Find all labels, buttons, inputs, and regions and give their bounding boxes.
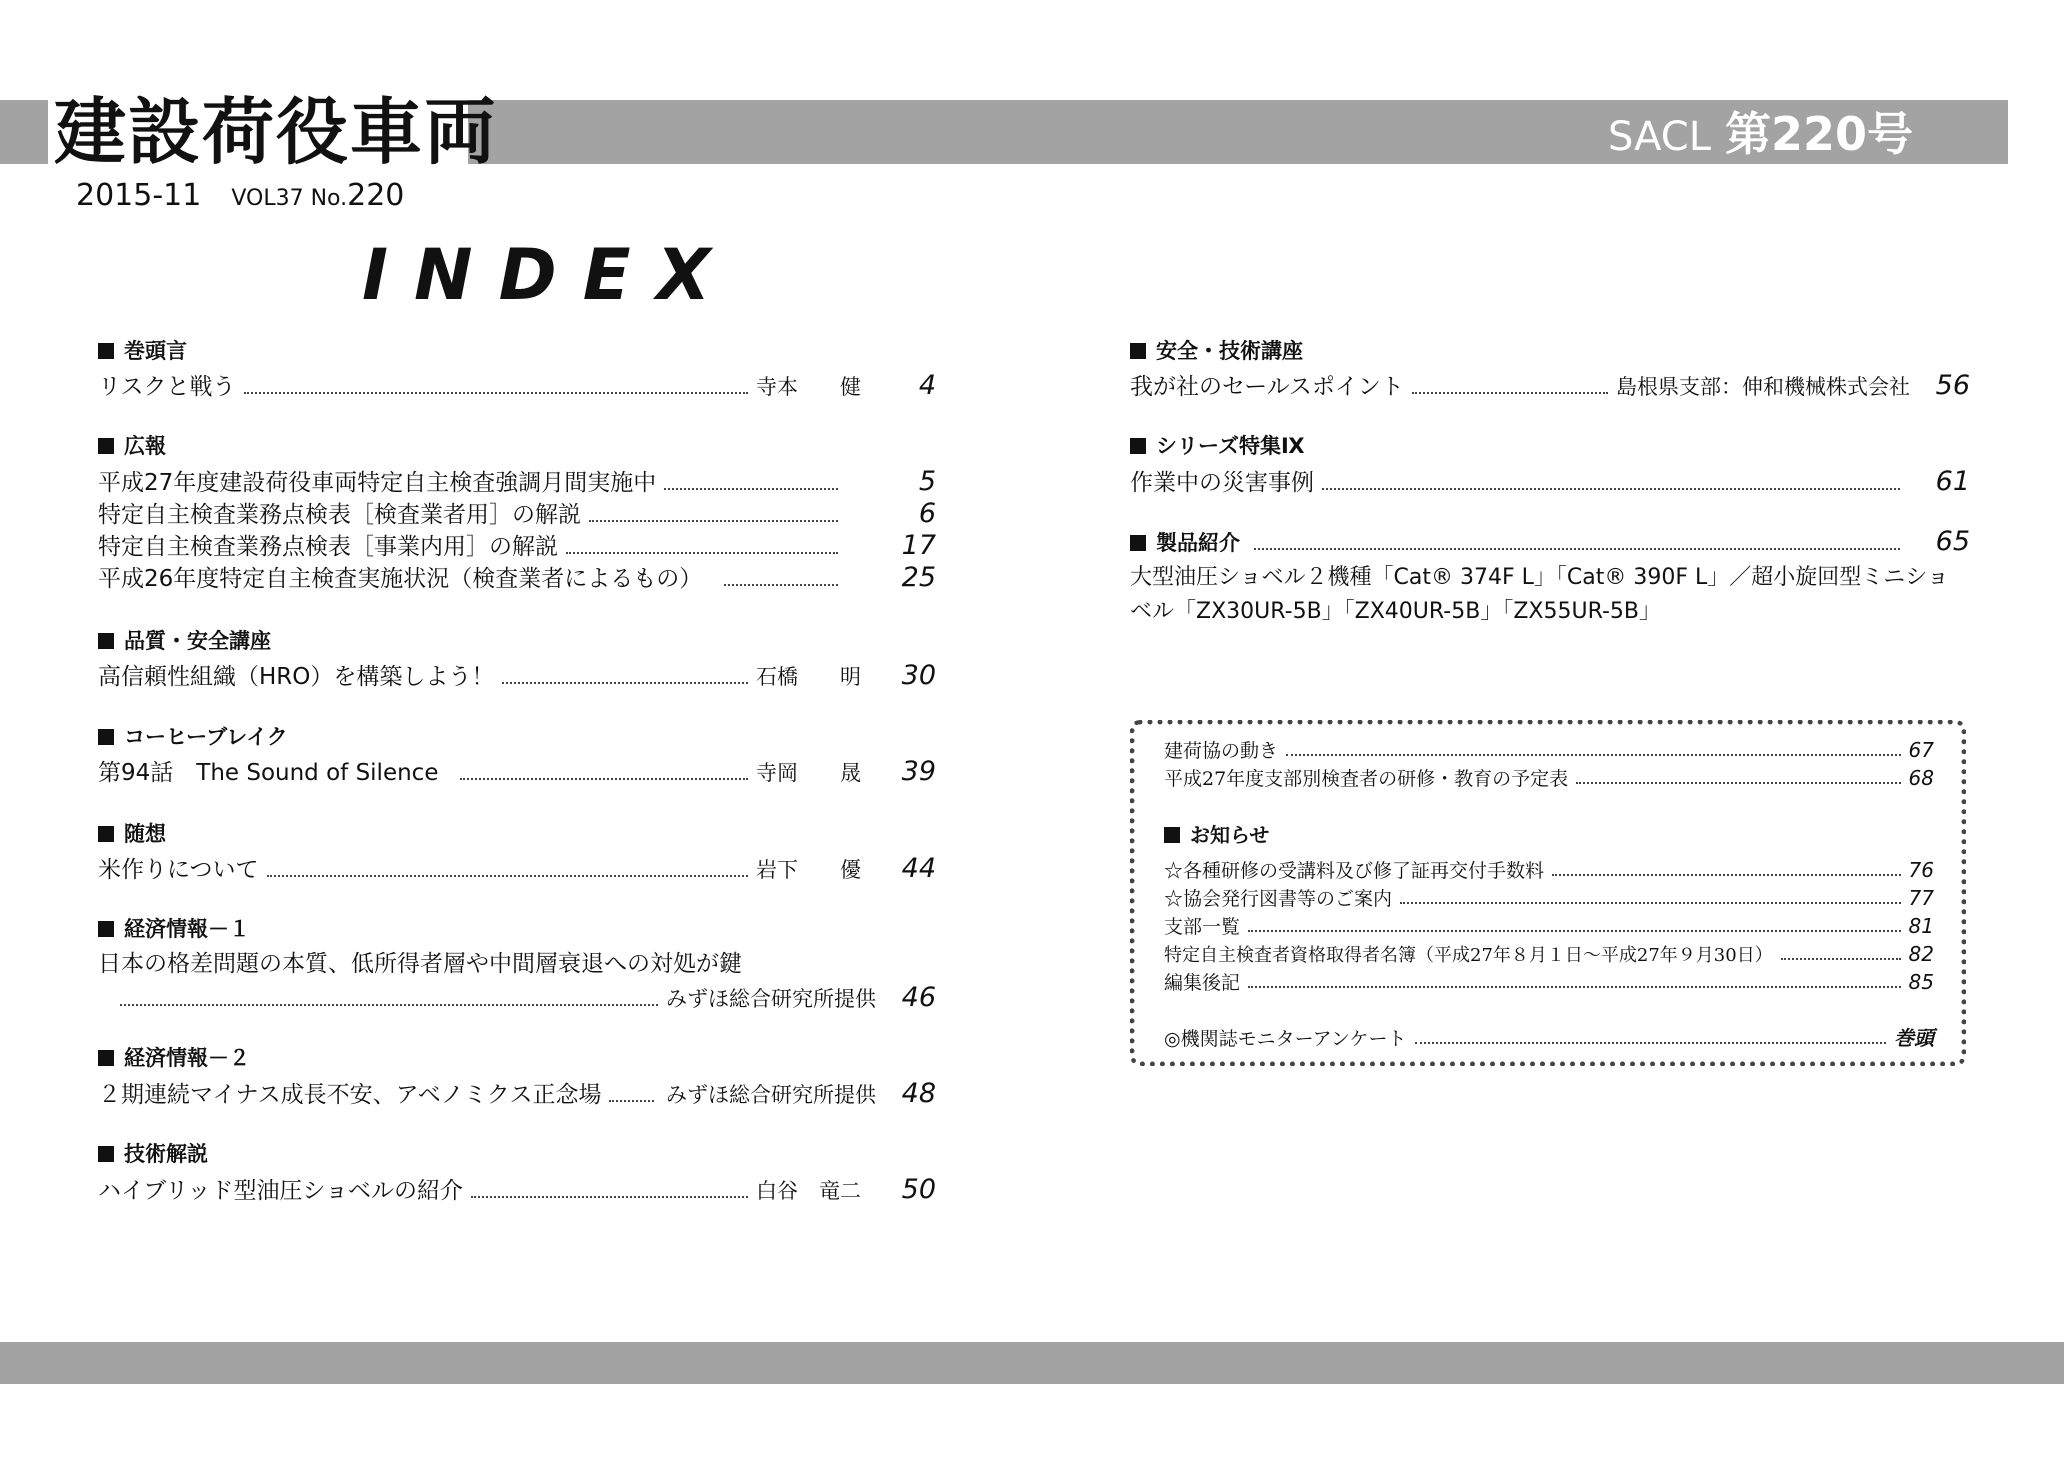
- section-heading: 品質・安全講座: [98, 626, 271, 656]
- issue-number: [1608, 108, 1913, 171]
- section-heading: 広報: [98, 431, 166, 461]
- square-bullet-icon: [98, 1146, 114, 1162]
- toc-row[interactable]: 平成26年度特定自主検査実施状況（検査業者によるもの） 25: [98, 562, 936, 593]
- volume-label: VOL37 No.: [231, 186, 348, 211]
- box-row[interactable]: 特定自主検査者資格取得者名簿（平成27年８月１日～平成27年９月30日） 82: [1164, 942, 1934, 966]
- square-bullet-icon: [98, 438, 114, 454]
- toc-row[interactable]: 特定自主検査業務点検表［検査業者用］の解説 6: [98, 498, 936, 529]
- issue-date: 2015-11: [76, 178, 202, 213]
- toc-row[interactable]: ハイブリッド型油圧ショベルの紹介 白谷 竜二 50: [98, 1174, 936, 1205]
- section-heading: 巻頭言: [98, 336, 187, 366]
- dateline: [76, 176, 404, 219]
- section-heading: シリーズ特集Ⅸ: [1130, 431, 1304, 461]
- product-text-line: 大型油圧ショベル２機種「Cat® 374F L」「Cat® 390F L」／超小旋回型ミニショ: [1130, 565, 1949, 590]
- volume-number: 220: [347, 178, 405, 213]
- toc-row[interactable]: ２期連続マイナス成長不安、アベノミクス正念場 みずほ総合研究所提供 48: [98, 1078, 936, 1109]
- toc-row[interactable]: 高信頼性組織（HRO）を構築しよう！ 石橋 明 30: [98, 660, 936, 691]
- square-bullet-icon: [98, 921, 114, 937]
- square-bullet-icon: [1130, 438, 1146, 454]
- product-text-line: ベル「ZX30UR-5B」「ZX40UR-5B」「ZX55UR-5B」: [1130, 599, 1661, 624]
- toc-row[interactable]: 特定自主検査業務点検表［事業内用］の解説 17: [98, 530, 936, 561]
- section-heading: 経済情報－２: [98, 1043, 250, 1073]
- square-bullet-icon: [98, 343, 114, 359]
- box-row[interactable]: ☆各種研修の受講料及び修了証再交付手数料 76: [1164, 858, 1934, 882]
- square-bullet-icon: [1130, 343, 1146, 359]
- box-row[interactable]: 建荷協の動き 67: [1164, 738, 1934, 762]
- section-heading: 経済情報－１: [98, 914, 250, 944]
- survey-row[interactable]: ◎機関誌モニターアンケート 巻頭: [1164, 1026, 1934, 1050]
- square-bullet-icon: [98, 1050, 114, 1066]
- notice-heading: お知らせ: [1164, 820, 1269, 850]
- box-row[interactable]: 編集後記 85: [1164, 970, 1934, 994]
- square-bullet-icon: [98, 729, 114, 745]
- section-heading: コーヒーブレイク: [98, 722, 288, 752]
- toc-title-line[interactable]: 日本の格差問題の本質、低所得者層や中間層衰退への対処が鍵: [98, 951, 742, 977]
- toc-row[interactable]: 作業中の災害事例 61: [1130, 466, 1970, 497]
- toc-row[interactable]: 製品紹介 65: [1130, 526, 1970, 559]
- toc-row[interactable]: 平成27年度建設荷役車両特定自主検査強調月間実施中 5: [98, 466, 936, 497]
- toc-row[interactable]: 米作りについて 岩下 優 44: [98, 853, 936, 884]
- box-row[interactable]: 支部一覧 81: [1164, 914, 1934, 938]
- box-row[interactable]: ☆協会発行図書等のご案内 77: [1164, 886, 1934, 910]
- toc-row[interactable]: 我が社のセールスポイント 島根県支部：伸和機械株式会社 56: [1130, 370, 1970, 401]
- square-bullet-icon: [98, 633, 114, 649]
- square-bullet-icon: [98, 826, 114, 842]
- toc-row[interactable]: みずほ総合研究所提供 46: [120, 982, 936, 1015]
- header-band-tip: [1960, 100, 2008, 164]
- box-row[interactable]: 平成27年度支部別検査者の研修・教育の予定表 68: [1164, 766, 1934, 790]
- section-heading: 随想: [98, 819, 166, 849]
- section-heading: 技術解説: [98, 1139, 208, 1169]
- toc-row[interactable]: リスクと戦う 寺本 健 4: [98, 370, 936, 401]
- masthead-title: 建設荷役車両: [54, 90, 499, 174]
- square-bullet-icon: [1130, 535, 1146, 551]
- issue-no: 第220号: [1725, 107, 1914, 161]
- square-bullet-icon: [1164, 827, 1180, 843]
- toc-row[interactable]: 第94話 The Sound of Silence 寺岡 晟 39: [98, 756, 936, 787]
- section-heading: 安全・技術講座: [1130, 336, 1303, 366]
- footer-band: [0, 1342, 2064, 1384]
- sacl-label: SACL: [1608, 114, 1712, 160]
- index-title: INDEX: [362, 234, 737, 316]
